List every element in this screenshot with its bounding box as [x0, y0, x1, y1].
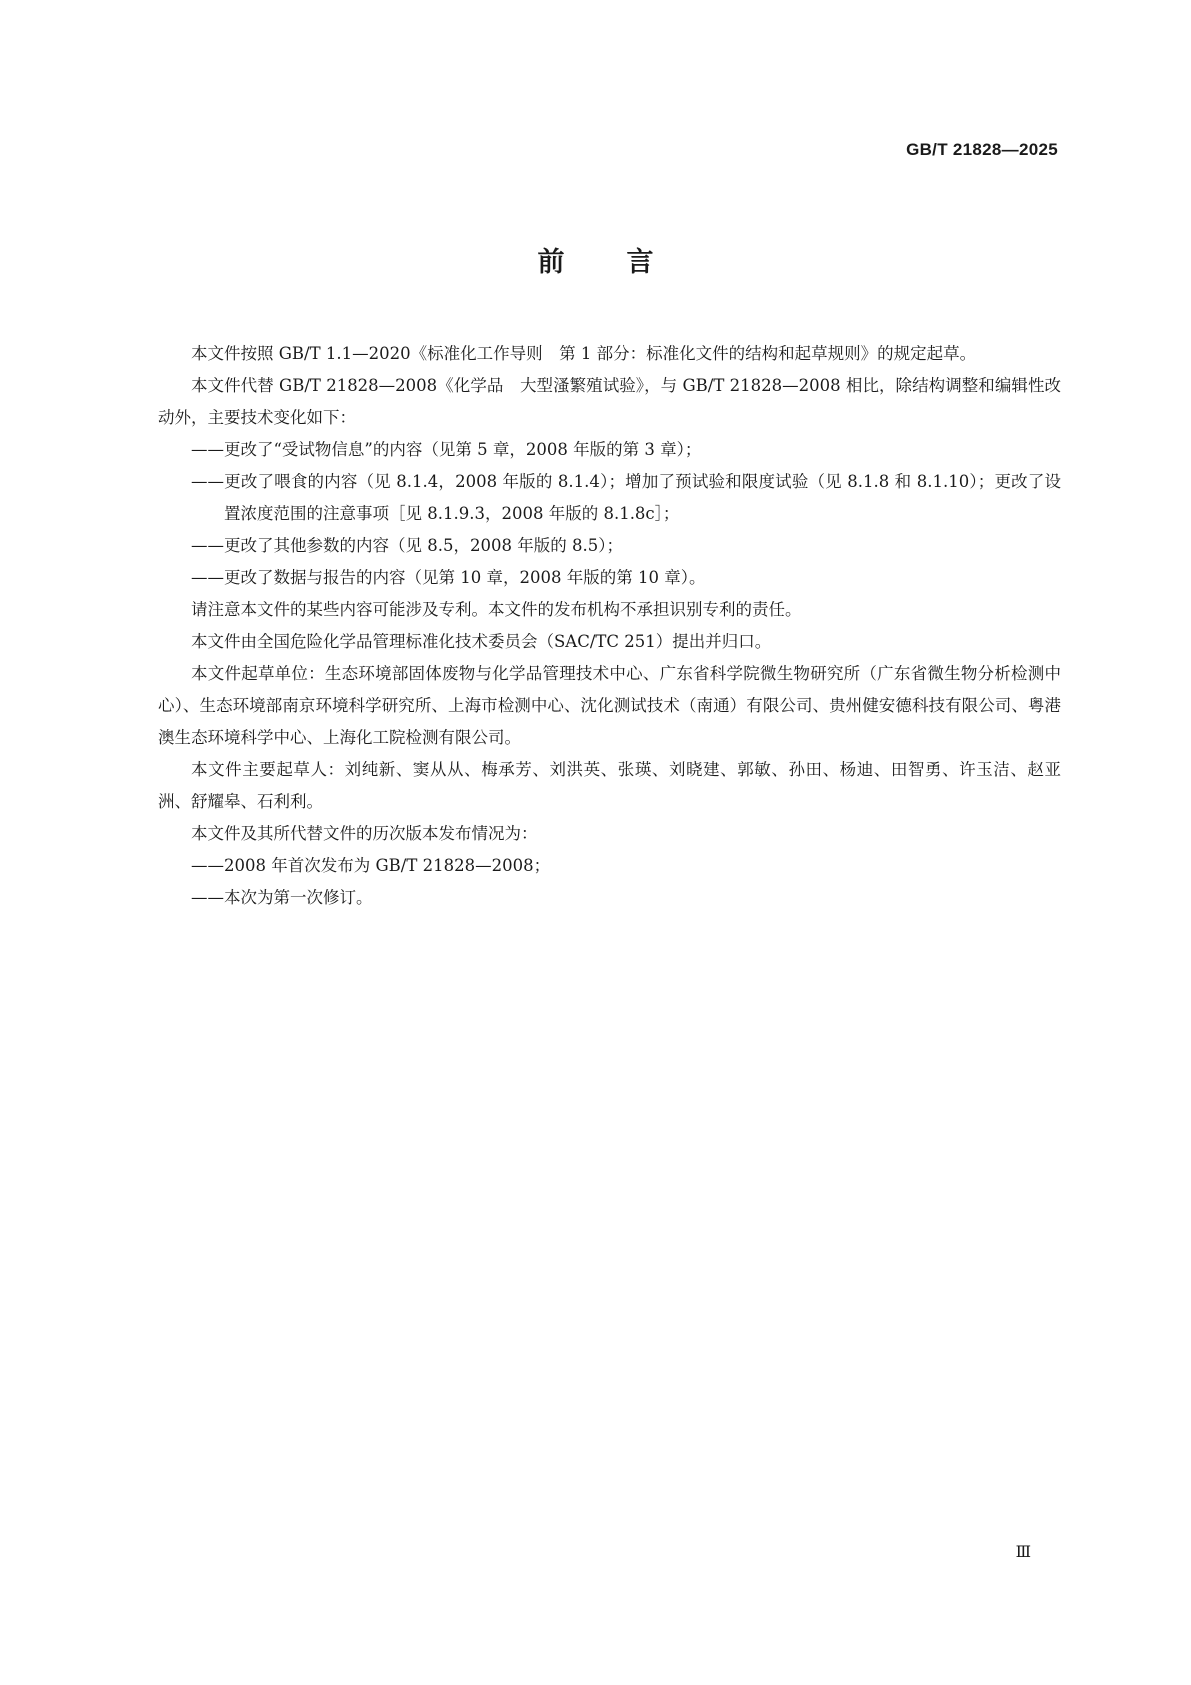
paragraph-replacement: 本文件代替 GB/T 21828—2008《化学品 大型溞繁殖试验》，与 GB/T 21828—2008 相比，除结构调整和编辑性改动外，主要技术变化如下：	[158, 376, 1061, 427]
paragraph-drafters: 本文件主要起草人：刘纯新、窦从从、梅承芳、刘洪英、张瑛、刘晓建、郭敏、孙田、杨迪、田智勇、许玉洁、赵亚洲、舒耀皋、石利利。	[158, 760, 1061, 811]
paragraph-version-history: 本文件及其所代替文件的历次版本发布情况为：	[191, 824, 538, 843]
paragraph-drafting-rules: 本文件按照 GB/T 1.1—2020《标准化工作导则 第 1 部分：标准化文件的结构和起草规则》的规定起草。	[191, 344, 977, 363]
page-number: Ⅲ	[1015, 1544, 1031, 1561]
paragraph-proposer: 本文件由全国危险化学品管理标准化技术委员会（SAC/TC 251）提出并归口。	[191, 632, 772, 651]
foreword-body	[158, 338, 1061, 914]
change-item-1: ——更改了“受试物信息”的内容（见第 5 章，2008 年版的第 3 章）；	[191, 440, 702, 459]
change-item-4: ——更改了数据与报告的内容（见第 10 章，2008 年版的第 10 章）。	[191, 568, 706, 587]
standard-number: GB/T 21828—2025	[906, 140, 1058, 159]
history-item-1: ——2008 年首次发布为 GB/T 21828—2008；	[191, 856, 551, 875]
change-item-3: ——更改了其他参数的内容（见 8.5，2008 年版的 8.5）；	[191, 536, 623, 555]
change-item-2: ——更改了喂食的内容（见 8.1.4，2008 年版的 8.1.4）；增加了预试验和限度试验（见 8.1.8 和 8.1.10）；更改了设置浓度范围的注意事项［见 8.1.9.3，2008 年版的 8.1.8c］；	[191, 472, 1061, 523]
history-item-2: ——本次为第一次修订。	[191, 888, 373, 907]
page-title: 前言	[537, 247, 716, 278]
paragraph-drafting-units: 本文件起草单位：生态环境部固体废物与化学品管理技术中心、广东省科学院微生物研究所（广东省微生物分析检测中心）、生态环境部南京环境科学研究所、上海市检测中心、沈化测试技术（南通）有限公司、贵州健安德科技有限公司、粤港澳生态环境科学中心、上海化工院检测有限公司。	[158, 664, 1061, 747]
paragraph-patent-notice: 请注意本文件的某些内容可能涉及专利。本文件的发布机构不承担识别专利的责任。	[191, 600, 802, 619]
